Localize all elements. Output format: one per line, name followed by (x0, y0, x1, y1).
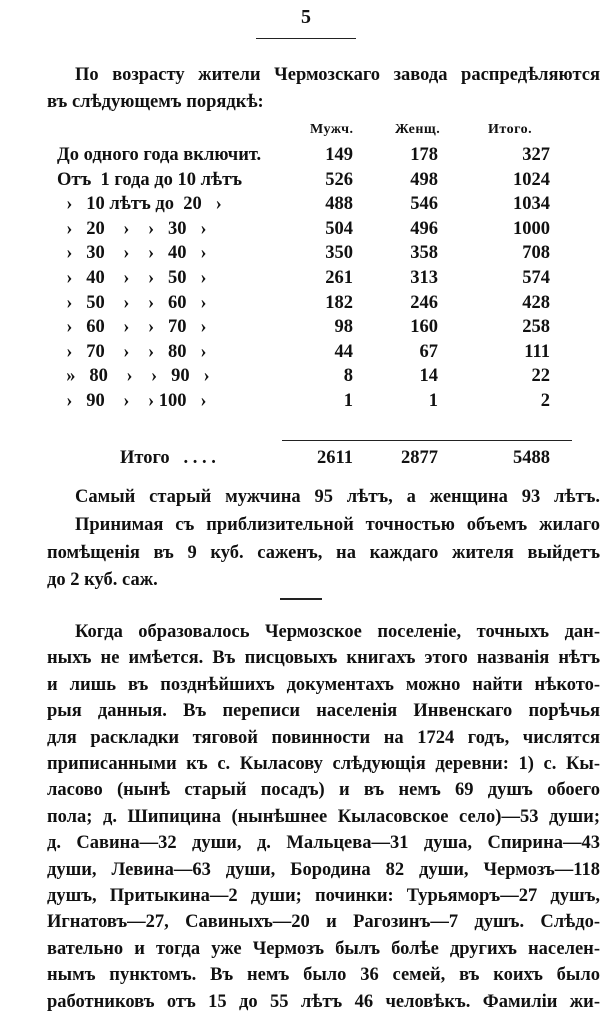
men-count: 261 (325, 268, 353, 288)
row-label: › 70 › › 80 › (57, 341, 207, 362)
page-number: 5 (301, 6, 311, 28)
paragraph-line: душъ, Притыкина—2 души; починки: Турьяморъ—27 душъ, (47, 886, 600, 906)
intro-line: въ слѣдующемъ порядкѣ: (47, 92, 264, 112)
paragraph-line: ныхъ не имѣется. Въ писцовыхъ книгахъ этого названія нѣтъ (47, 648, 600, 669)
total-count: 258 (522, 317, 550, 338)
row-label: Отъ 1 года до 10 лѣтъ (57, 169, 242, 190)
row-label: › 60 › › 70 › (57, 317, 207, 338)
total-count: 111 (524, 341, 550, 362)
total-count: 2 (540, 391, 550, 411)
row-label: › 50 › › 60 › (57, 292, 207, 313)
women-count: 313 (410, 268, 438, 288)
note-line: Принимая съ приблизительной точностью объемъ жилаго (75, 515, 600, 535)
women-count: 178 (410, 145, 438, 165)
women-count: 498 (410, 169, 438, 190)
total-rule (282, 440, 572, 441)
women-count: 14 (419, 366, 438, 387)
total-men: 2611 (317, 448, 353, 468)
note-line: Самый старый мужчина 95 лѣтъ, а женщина 93 лѣтъ. (75, 487, 600, 507)
table-row (0, 315, 612, 339)
paragraph-line: рыя данныя. Въ переписи населенія Инвенскаго порѣчья (47, 701, 600, 722)
table-row (0, 241, 612, 265)
total-label: Итого . . . . (120, 448, 216, 468)
row-label: До одного года включит. (57, 145, 262, 165)
row-label: › 40 › › 50 › (57, 268, 207, 288)
total-count: 1034 (513, 194, 550, 215)
note-line: до 2 куб. саж. (47, 570, 158, 590)
total-count: 1000 (513, 218, 550, 239)
paragraph-line: вательно и тогда уже Чермозъ былъ болѣе другихъ населен- (47, 938, 600, 959)
total-count: 428 (522, 292, 550, 313)
table-total-row (0, 446, 612, 470)
total-women: 2877 (401, 448, 438, 468)
col-header-men: Мужч. (310, 122, 354, 137)
col-header-total: Итого. (488, 122, 533, 137)
women-count: 358 (410, 243, 438, 264)
paragraph-line: д. Савина—32 души, д. Мальцева—31 душа, Спирина—43 (47, 833, 600, 854)
intro-line: По возрасту жители Чермозскаго завода распредѣляются (75, 65, 600, 85)
paragraph-line: для раскладки тяговой повинности на 1724 годъ, числятся (47, 727, 600, 748)
table-row (0, 217, 612, 241)
women-count: 160 (410, 317, 438, 338)
total-count: 708 (522, 243, 550, 264)
note-line: помѣщенія въ 9 куб. саженъ, на каждаго жителя выйдетъ (47, 543, 600, 563)
total-all: 5488 (513, 448, 550, 468)
section-rule (280, 598, 322, 600)
row-label: › 30 › › 40 › (57, 243, 207, 264)
men-count: 526 (325, 169, 353, 190)
paragraph-line: Игнатовъ—27, Савиныхъ—20 и Рагозинъ—7 душъ. Слѣдо- (47, 912, 600, 933)
table-row (0, 143, 612, 167)
table-row (0, 266, 612, 290)
paragraph-line: пола; д. Шипицина (нынѣшнее Кыласовское село)—53 души; (47, 806, 600, 827)
total-count: 574 (522, 268, 550, 288)
men-count: 149 (325, 145, 353, 165)
women-count: 67 (419, 341, 438, 362)
row-label: › 90 › › 100 › (57, 391, 207, 411)
row-label: › 20 › › 30 › (57, 218, 207, 239)
men-count: 44 (334, 341, 353, 362)
paragraph-line: ласово (нынѣ старый посадъ) и въ немъ 69 душъ обоего (47, 780, 600, 801)
men-count: 182 (325, 292, 353, 313)
total-count: 1024 (513, 169, 550, 190)
paragraph-line: приписанными къ с. Кыласову слѣдующія деревни: 1) с. Кы- (47, 754, 600, 774)
women-count: 496 (410, 218, 438, 239)
men-count: 1 (343, 391, 353, 411)
paragraph-line: Когда образовалось Чермозское поселеніе, точныхъ дан- (75, 622, 600, 642)
table-row (0, 389, 612, 413)
men-count: 488 (325, 194, 353, 215)
header-rule (256, 38, 356, 39)
paragraph-line: и лишь въ позднѣйшихъ документахъ можно найти нѣкото- (47, 674, 600, 695)
men-count: 504 (325, 218, 353, 239)
total-count: 327 (522, 145, 550, 165)
table-row (0, 364, 612, 388)
table-row (0, 168, 612, 192)
row-label: › 10 лѣтъ до 20 › (57, 194, 222, 215)
total-count: 22 (531, 366, 550, 387)
women-count: 546 (410, 194, 438, 215)
women-count: 246 (410, 292, 438, 313)
row-label: » 80 › › 90 › (57, 366, 210, 387)
paragraph-line: нымъ пунктомъ. Въ немъ было 36 семей, въ коихъ было (47, 965, 600, 986)
men-count: 8 (343, 366, 353, 387)
men-count: 350 (325, 243, 353, 264)
paragraph-line: работниковъ отъ 15 до 55 лѣтъ 46 человѣкъ. Фамиліи жи- (47, 991, 600, 1012)
table-row (0, 340, 612, 364)
men-count: 98 (334, 317, 353, 338)
paragraph-line: души, Левина—63 души, Бородина 82 души, Чермозъ—118 (47, 859, 600, 880)
table-row (0, 192, 612, 216)
col-header-women: Женщ. (395, 122, 441, 137)
women-count: 1 (428, 391, 438, 411)
table-row (0, 291, 612, 315)
